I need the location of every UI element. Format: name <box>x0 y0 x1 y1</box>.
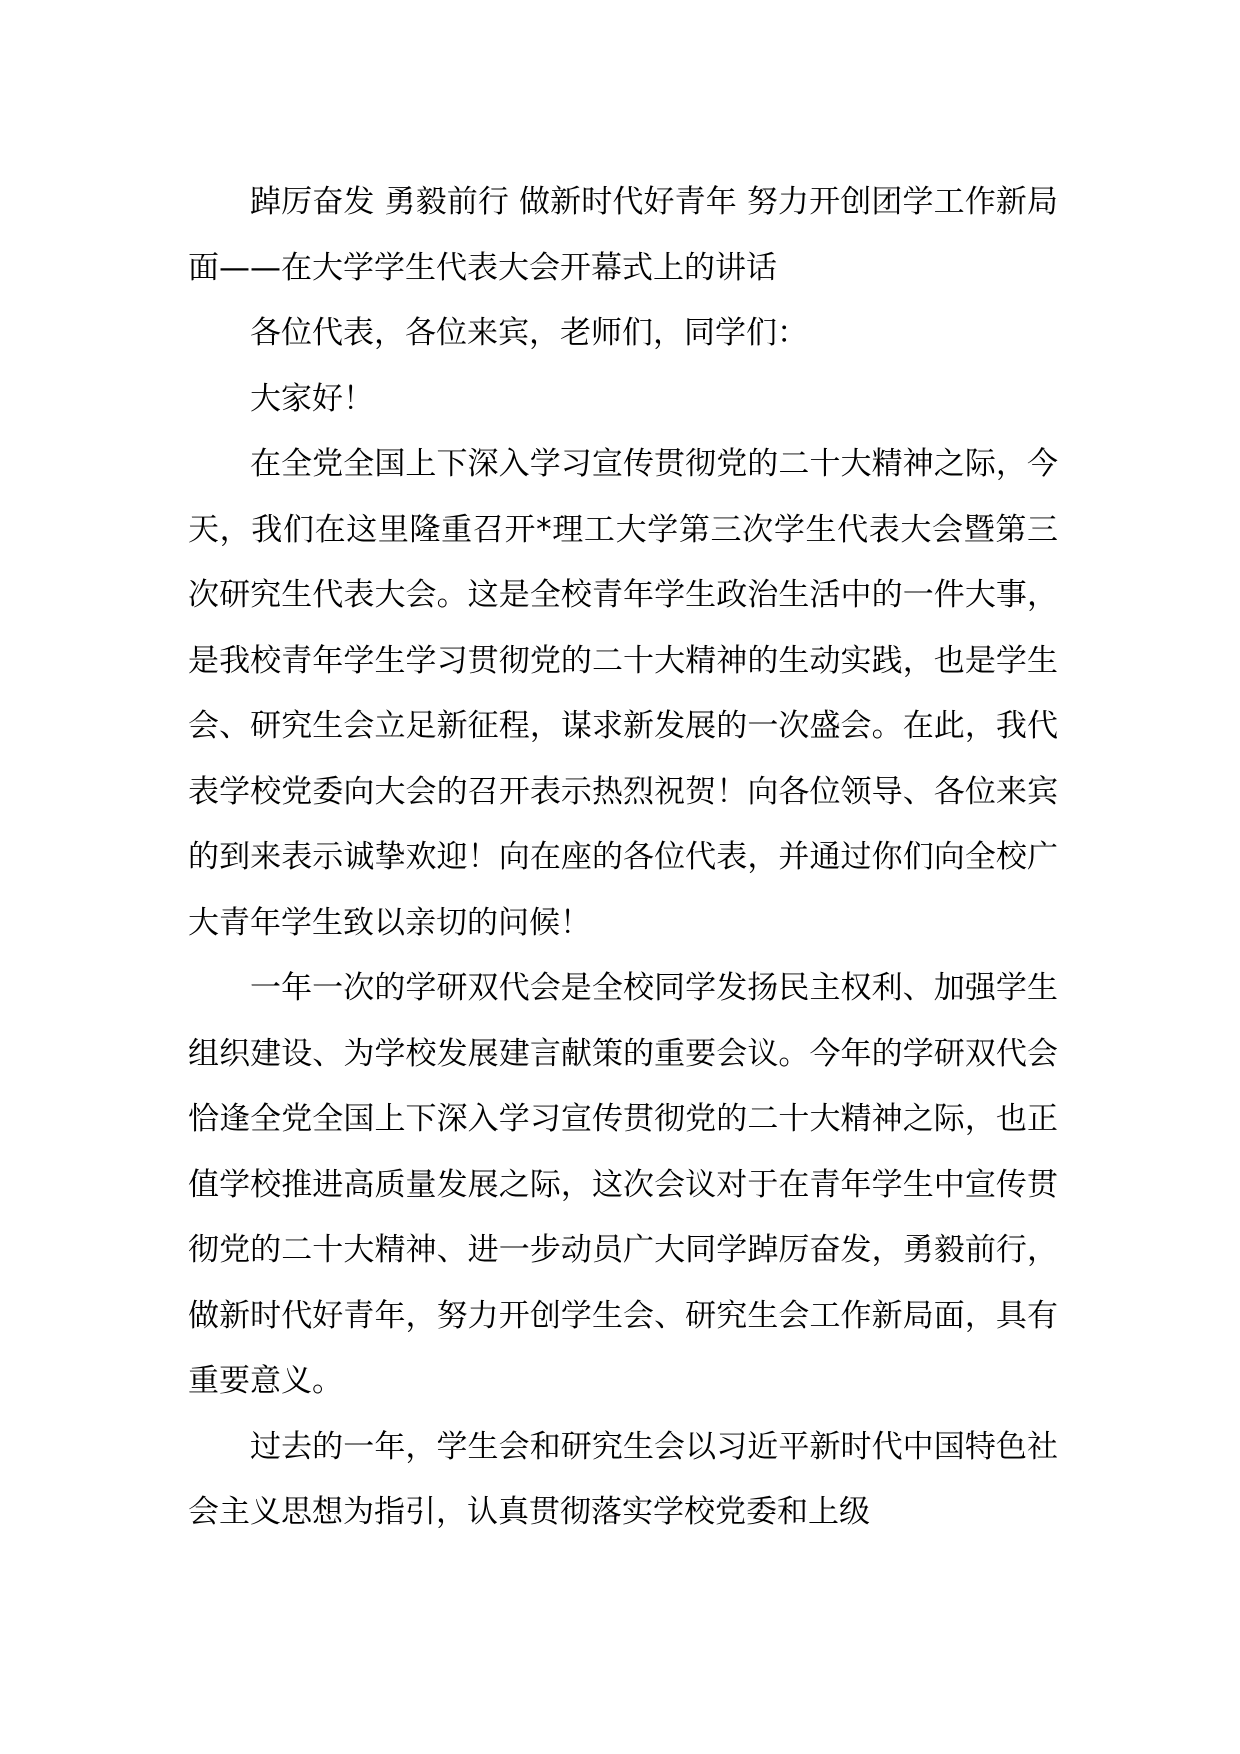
greeting: 大家好！ <box>250 380 374 417</box>
body-paragraph: 一年一次的学研双代会是全校同学发扬民主权利、加强学生组织建设、为学校发展建言献策的重要会议。今年的学研双代会恰逢全党全国上下深入学习宣传贯彻党的二十大精神之际，也正值学校推进高质量发展之际，这次会议对于在青年学生中宣传贯彻党的二十大精神、进一步动员广大同学踔厉奋发，勇毅前行，做新时代好青年，努力开创学生会、研究生会工作新局面，具有重要意义。 <box>188 970 1058 1399</box>
body-paragraph: 过去的一年，学生会和研究生会以习近平新时代中国特色社会主义思想为指引，认真贯彻落实学校党委和上级 <box>188 1428 1058 1530</box>
body-paragraph: 在全党全国上下深入学习宣传贯彻党的二十大精神之际，今天，我们在这里隆重召开*理工大学第三次学生代表大会暨第三次研究生代表大会。这是全校青年学生政治生活中的一件大事，是我校青年学生学习贯彻党的二十大精神的生动实践，也是学生会、研究生会立足新征程，谋求新发展的一次盛会。在此，我代表学校党委向大会的召开表示热烈祝贺！向各位领导、各位来宾的到来表示诚挚欢迎！向在座的各位代表，并通过你们向全校广大青年学生致以亲切的问候！ <box>188 446 1058 941</box>
speech-title: 踔厉奋发 勇毅前行 做新时代好青年 努力开创团学工作新局面——在大学学生代表大会开幕式上的讲话 <box>188 184 1058 286</box>
salutation: 各位代表，各位来宾，老师们，同学们： <box>250 315 808 351</box>
document-body <box>188 170 1058 1546</box>
